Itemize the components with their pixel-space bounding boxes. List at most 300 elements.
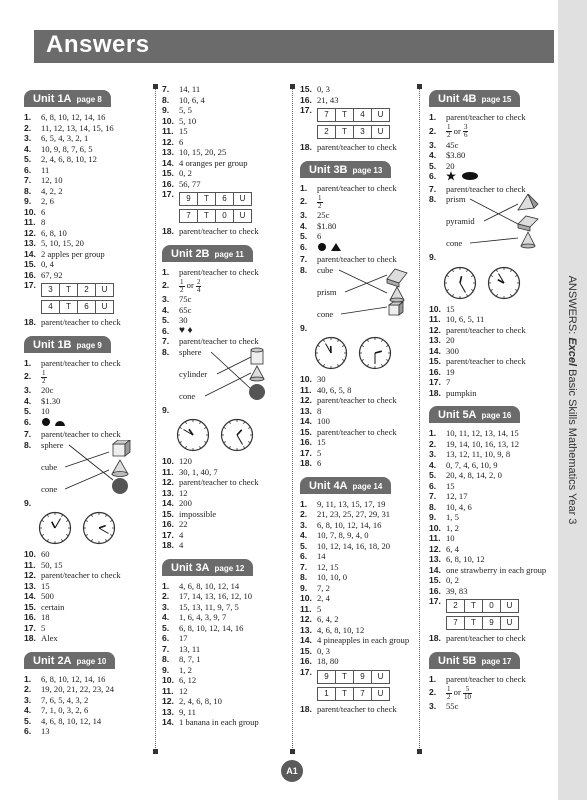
- question-number: 10.: [162, 675, 174, 685]
- shape-label: sphere: [179, 346, 202, 357]
- place-value-box: [41, 283, 148, 297]
- answer-text: 13, 12, 11, 10, 9, 8: [446, 449, 511, 459]
- question-number: 8.: [300, 572, 308, 582]
- numerator: 1: [447, 684, 451, 693]
- answer-row: [162, 696, 286, 707]
- answer-text: 4 pineapples in each group: [317, 635, 410, 645]
- question-number: 17.: [162, 529, 174, 540]
- answer-text: 19, 14, 10, 16, 13, 12: [446, 438, 520, 449]
- answer-text: 18, 80: [317, 656, 339, 666]
- answer-row: [429, 171, 553, 184]
- shape-icons: [317, 242, 347, 252]
- question-number: 1.: [24, 112, 32, 122]
- question-number: 4.: [300, 530, 308, 540]
- denominator: 4: [196, 285, 201, 294]
- answer-text: parent/teacher to check: [446, 183, 526, 194]
- answer-row: [429, 150, 553, 161]
- answer-row: [162, 530, 286, 541]
- question-number: 16.: [162, 178, 174, 189]
- answer-row: [429, 544, 553, 555]
- cone-icon: [521, 232, 535, 248]
- answer-text: 15: [179, 126, 188, 136]
- answer-text: 12, 15: [317, 561, 339, 572]
- answer-text: 15: [317, 437, 326, 447]
- question-number: 8.: [162, 346, 170, 357]
- answer-text: 45c: [446, 139, 459, 150]
- answers-banner: [34, 30, 554, 63]
- question-number: 3.: [429, 139, 437, 150]
- side-title-suffix: Basic Skills Mathematics Year 3: [566, 366, 578, 525]
- answer-text: 12: [179, 685, 188, 696]
- answer-text: 21, 23, 25, 27, 29, 31: [317, 509, 391, 519]
- digit-cell: 3: [41, 283, 60, 297]
- question-number: 6.: [162, 325, 170, 336]
- answer-row: [429, 491, 553, 502]
- answer-row: [162, 137, 286, 148]
- digit-cell: 6: [215, 192, 234, 206]
- fraction: [317, 195, 323, 210]
- question-number: 10.: [300, 593, 312, 603]
- place-label-cell: T: [464, 616, 483, 630]
- question-number: 1.: [429, 673, 437, 684]
- or-text: or: [186, 280, 194, 290]
- answer-row: [24, 358, 148, 369]
- answer-row: [300, 84, 424, 95]
- answer-row: [429, 502, 553, 513]
- answer-row: [24, 429, 148, 440]
- answer-text: 7, 1, 0, 3, 2, 6: [41, 705, 89, 715]
- place-label-cell: T: [335, 687, 354, 701]
- digit-cell: 9: [353, 670, 372, 684]
- answer-row: [300, 95, 424, 106]
- answer-row: [429, 470, 553, 481]
- answer-text: parent/teacher to check: [179, 266, 259, 277]
- question-number: 1.: [24, 673, 32, 684]
- cone-icon: [390, 287, 404, 302]
- denominator: 2: [447, 692, 451, 701]
- question-number: 5.: [429, 470, 437, 480]
- answer-text: 7, 6, 5, 4, 3, 2: [41, 694, 89, 705]
- unit-page: page 13: [352, 165, 383, 175]
- question-number: 6.: [24, 164, 32, 175]
- unit-5b-heading: [429, 652, 520, 669]
- answer-text: 7, 2: [317, 582, 330, 593]
- answer-row: [429, 314, 553, 325]
- answer-text: parent/teacher to check: [317, 142, 397, 152]
- answer-row: [24, 705, 148, 716]
- cylinder-icon: [251, 348, 263, 364]
- answer-text: 15, 13, 11, 9, 7, 5: [179, 601, 239, 612]
- place-value-box: [317, 670, 424, 684]
- place-value-box: [446, 616, 553, 630]
- semicircle-icon: [55, 421, 65, 426]
- answer-row: [24, 270, 148, 281]
- answer-row: [162, 305, 286, 316]
- digit-cell: 7: [179, 209, 198, 223]
- question-number: 3.: [429, 449, 437, 459]
- answer-row: [24, 623, 148, 634]
- answer-text: 10, 15, 20, 25: [179, 147, 227, 157]
- answer-text: 11: [41, 164, 50, 175]
- answer-row: [24, 549, 148, 560]
- question-number: 12.: [300, 614, 312, 624]
- question-number: 12.: [162, 696, 174, 706]
- question-number: 11.: [429, 314, 441, 324]
- diamond-icon: ♦: [187, 324, 193, 336]
- question-number: 14.: [429, 564, 441, 575]
- answer-text: 56, 77: [179, 178, 201, 189]
- question-number: 2.: [24, 684, 32, 694]
- answer-row: [24, 165, 148, 176]
- answer-text: 6, 8, 10, 12, 14, 16: [41, 673, 106, 684]
- clock-pair: [38, 511, 148, 545]
- shape-label: cylinder: [179, 368, 208, 379]
- answer-row: [24, 196, 148, 207]
- answer-text: 13, 11: [179, 643, 201, 654]
- question-number: 1.: [162, 580, 170, 591]
- answer-row: [162, 581, 286, 592]
- answer-text: certain: [41, 601, 65, 612]
- numerator: 2: [196, 277, 201, 286]
- answer-text: 9, 11, 13, 15, 17, 19: [317, 498, 386, 509]
- unit-4b-answers: [429, 140, 553, 172]
- shape-label: cone: [179, 390, 196, 401]
- answer-text: 100: [317, 416, 330, 426]
- answer-row: [300, 635, 424, 646]
- answer-row: [162, 179, 286, 190]
- answer-row: [162, 189, 286, 226]
- answer-text: 18: [41, 612, 50, 622]
- answer-text: 67, 92: [41, 269, 63, 280]
- answer-row: [300, 210, 424, 221]
- answer-text: pumpkin: [446, 387, 477, 398]
- answer-text: 2, 6: [41, 196, 54, 206]
- place-label-cell: T: [59, 283, 78, 297]
- clock-icon: [176, 418, 210, 452]
- answer-text: 20, 4, 8, 14, 2, 0: [446, 470, 502, 480]
- question-number: 2.: [300, 196, 308, 206]
- question-number: 10.: [429, 303, 441, 314]
- answer-text: 11, 12, 13, 14, 15, 16: [41, 122, 114, 133]
- place-value-box: [317, 108, 424, 122]
- circle-icon: [42, 418, 50, 426]
- question-number: 18.: [24, 633, 36, 643]
- answer-row: [429, 554, 553, 565]
- question-number: 13.: [429, 335, 441, 345]
- question-number: 15.: [300, 426, 312, 437]
- clock-icon: [487, 266, 521, 300]
- answer-row: [162, 226, 286, 237]
- place-label-cell: U: [233, 209, 252, 223]
- shape-label: cube: [317, 264, 334, 275]
- question-number: 11.: [24, 559, 36, 570]
- answer-row: [162, 147, 286, 158]
- question-number: 1.: [24, 357, 32, 368]
- question-number: 7.: [24, 175, 32, 185]
- question-number: 13.: [300, 405, 312, 416]
- shape-label: cube: [41, 461, 58, 472]
- answer-row: [429, 194, 553, 252]
- matching-figure: [179, 347, 286, 405]
- answer-row: [24, 368, 148, 385]
- answer-text: parent/teacher to check: [446, 633, 526, 643]
- answer-text: 19, 20, 21, 22, 23, 24: [41, 684, 115, 694]
- answer-row: [24, 144, 148, 155]
- side-title: [566, 276, 578, 525]
- question-number: 15.: [300, 645, 312, 656]
- fraction: [446, 124, 452, 139]
- answer-text: $1.80: [317, 220, 337, 231]
- answer-text: 6: [317, 231, 322, 241]
- answer-text: parent/teacher to check: [317, 254, 397, 264]
- question-number: 17.: [24, 280, 36, 290]
- unit-3a-answers: [162, 581, 286, 728]
- question-number: 7.: [162, 643, 170, 654]
- denominator: 2: [318, 201, 322, 210]
- or-text: or: [453, 687, 461, 697]
- question-number: 17.: [300, 666, 312, 677]
- question-number: 17.: [429, 377, 441, 387]
- question-number: 2.: [429, 687, 437, 697]
- question-number: 3.: [162, 601, 170, 612]
- question-number: 14.: [24, 248, 36, 259]
- answer-row: [300, 374, 424, 385]
- answer-row: [24, 175, 148, 186]
- answer-row: [300, 625, 424, 636]
- answer-row: [429, 161, 553, 172]
- shape-label: prism: [317, 286, 337, 297]
- answer-row: [162, 95, 286, 106]
- answer-row: [300, 427, 424, 438]
- question-number: 15.: [300, 84, 312, 94]
- answer-text: 0, 4: [41, 259, 54, 269]
- place-value-box: [179, 192, 286, 206]
- answer-row: [429, 533, 553, 544]
- question-number: 14.: [162, 157, 174, 168]
- question-number: 15.: [24, 601, 36, 612]
- numerator: 1: [447, 123, 451, 132]
- answer-row: [429, 123, 553, 140]
- answer-text: 4, 6, 8, 10, 12, 14: [41, 715, 102, 726]
- question-number: 5.: [24, 154, 32, 164]
- answer-text: parent/teacher to check: [41, 317, 121, 327]
- answer-text: 10, 11, 12, 13, 14, 15: [446, 428, 519, 438]
- answer-text: 12: [179, 487, 188, 498]
- question-number: 14.: [300, 635, 312, 645]
- question-number: 10.: [24, 206, 36, 217]
- answer-row: [429, 335, 553, 346]
- answer-row: [429, 575, 553, 586]
- circle-icon: [318, 243, 326, 251]
- answer-text: one strawberry in each group: [446, 564, 547, 575]
- unit-title: Unit 1B: [33, 338, 72, 351]
- answer-row: [162, 488, 286, 499]
- answer-row: [24, 123, 148, 134]
- digit-cell: 0: [482, 599, 501, 613]
- question-number: 8.: [429, 501, 437, 512]
- digit-cell: 7: [446, 616, 465, 630]
- place-label-cell: U: [371, 108, 390, 122]
- digit-cell: 2: [446, 599, 465, 613]
- side-title-prefix: ANSWERS:: [566, 275, 578, 338]
- unit-3b-heading: [300, 161, 391, 178]
- place-label-cell: U: [500, 616, 519, 630]
- shape-icons: [41, 417, 71, 427]
- question-number: 14.: [429, 345, 441, 356]
- question-number: 11.: [300, 603, 312, 614]
- answer-row: [300, 458, 424, 469]
- unit-page: page 14: [352, 481, 383, 491]
- question-number: 9.: [300, 582, 308, 593]
- shape-label: sphere: [41, 439, 64, 450]
- unit-title: Unit 5A: [438, 409, 477, 421]
- answer-row: [300, 614, 424, 625]
- answer-row: [162, 665, 286, 676]
- answer-text: 9, 11: [179, 706, 196, 717]
- question-number: 13.: [162, 487, 174, 498]
- answer-text: 1, 2: [179, 664, 192, 675]
- answer-row: [300, 254, 424, 265]
- answer-row: [162, 168, 286, 179]
- question-number: 14.: [300, 416, 312, 426]
- answer-row: [162, 509, 286, 520]
- matching-lines-svg: [446, 194, 546, 254]
- answer-text: 5: [317, 603, 322, 614]
- matching-lines-svg: [41, 440, 141, 500]
- column-3: [300, 84, 424, 714]
- answer-text: 6: [41, 206, 46, 217]
- answer-row: [300, 509, 424, 520]
- column-separator: [155, 84, 156, 754]
- numerator: 1: [318, 193, 322, 202]
- answer-row: [300, 583, 424, 594]
- answer-text: 12, 10: [41, 175, 63, 185]
- place-label-cell: U: [233, 192, 252, 206]
- question-number: 4.: [429, 150, 437, 160]
- unit-3b-answers: [300, 210, 424, 242]
- cone-icon: [250, 366, 264, 381]
- answer-text: 21, 43: [317, 94, 339, 105]
- answer-text: 6, 4: [446, 543, 459, 554]
- answer-text: 50, 15: [41, 559, 63, 570]
- question-number: 9.: [162, 105, 170, 115]
- unit-3a-heading: [162, 559, 253, 576]
- question-number: 7.: [162, 84, 170, 94]
- question-number: 16.: [24, 269, 36, 280]
- answer-row: [300, 604, 424, 615]
- question-number: 17.: [300, 447, 312, 458]
- answer-row: [162, 467, 286, 478]
- shape-label: pyramid: [446, 216, 475, 226]
- answer-text: 10, 6, 4: [179, 94, 205, 105]
- answer-text: 1, 5: [446, 512, 459, 522]
- shape-label: cone: [41, 483, 58, 494]
- answer-text: 1, 2: [446, 522, 459, 533]
- unit-title: Unit 2B: [171, 247, 210, 260]
- question-number: 17.: [24, 622, 36, 633]
- answer-row: [300, 142, 424, 153]
- unit-1a-heading: [24, 90, 111, 107]
- question-number: 14.: [24, 591, 36, 601]
- prism-icon: [387, 269, 407, 287]
- answer-text: 6, 5, 4, 3, 2, 1: [41, 133, 89, 143]
- question-number: 9.: [429, 252, 437, 262]
- answer-text: parent/teacher to check: [317, 395, 397, 405]
- answer-text: 5: [41, 622, 46, 633]
- answer-text: 0, 2: [446, 575, 459, 585]
- unit-title: Unit 4A: [309, 479, 348, 492]
- question-number: 11.: [162, 126, 174, 136]
- answer-row: [162, 686, 286, 697]
- question-number: 4.: [162, 304, 170, 315]
- place-label-cell: T: [335, 670, 354, 684]
- answer-row: [429, 325, 553, 336]
- answer-text: 10: [41, 406, 50, 416]
- question-number: 8.: [429, 194, 437, 204]
- answer-row: [162, 519, 286, 530]
- answer-text: parent/teacher to check: [317, 703, 397, 714]
- answer-row: [429, 481, 553, 492]
- question-number: 8.: [162, 654, 170, 664]
- question-number: 7.: [162, 336, 170, 346]
- place-value-box: [317, 125, 424, 139]
- star-icon: [446, 171, 456, 181]
- digit-cell: 1: [317, 687, 336, 701]
- answer-text: 20c: [41, 385, 54, 395]
- digit-cell: 9: [482, 616, 501, 630]
- question-number: 8.: [24, 439, 32, 450]
- answer-row: [162, 126, 286, 137]
- answer-row: [300, 193, 424, 210]
- question-number: 4.: [24, 143, 32, 154]
- question-number: 14.: [162, 498, 174, 508]
- answer-row: [300, 704, 424, 715]
- question-number: 9.: [162, 664, 170, 675]
- answer-text: parent/teacher to check: [179, 477, 259, 487]
- answer-row: [24, 581, 148, 592]
- numerator: 3: [463, 123, 468, 132]
- cone-icon: [112, 460, 128, 477]
- sphere-icon: [249, 384, 265, 400]
- question-number: 15.: [162, 168, 174, 178]
- answer-row: [162, 347, 286, 405]
- question-number: 18.: [300, 142, 312, 152]
- answer-row: [24, 440, 148, 498]
- answer-row: [429, 684, 553, 701]
- question-number: 2.: [429, 438, 437, 449]
- answer-row: [162, 591, 286, 602]
- question-number: 11.: [162, 685, 174, 696]
- answer-row: [162, 326, 286, 337]
- question-number: 2.: [300, 509, 308, 519]
- question-number: 16.: [300, 437, 312, 447]
- answer-row: [162, 612, 286, 623]
- answer-row: [24, 602, 148, 613]
- answer-row: [429, 377, 553, 388]
- question-number: 3.: [24, 133, 32, 143]
- unit-title: Unit 3A: [171, 561, 210, 574]
- matching-figure: [317, 265, 424, 323]
- answer-text: 10, 9, 8, 7, 6, 5: [41, 143, 93, 154]
- answer-row: [300, 221, 424, 232]
- shape-icons: [446, 171, 480, 181]
- answer-row: [429, 428, 553, 439]
- answer-row: [24, 695, 148, 706]
- answer-row: [24, 417, 148, 430]
- answer-row: [24, 133, 148, 144]
- clock-icon: [443, 266, 477, 300]
- answer-text: $3.80: [446, 150, 466, 160]
